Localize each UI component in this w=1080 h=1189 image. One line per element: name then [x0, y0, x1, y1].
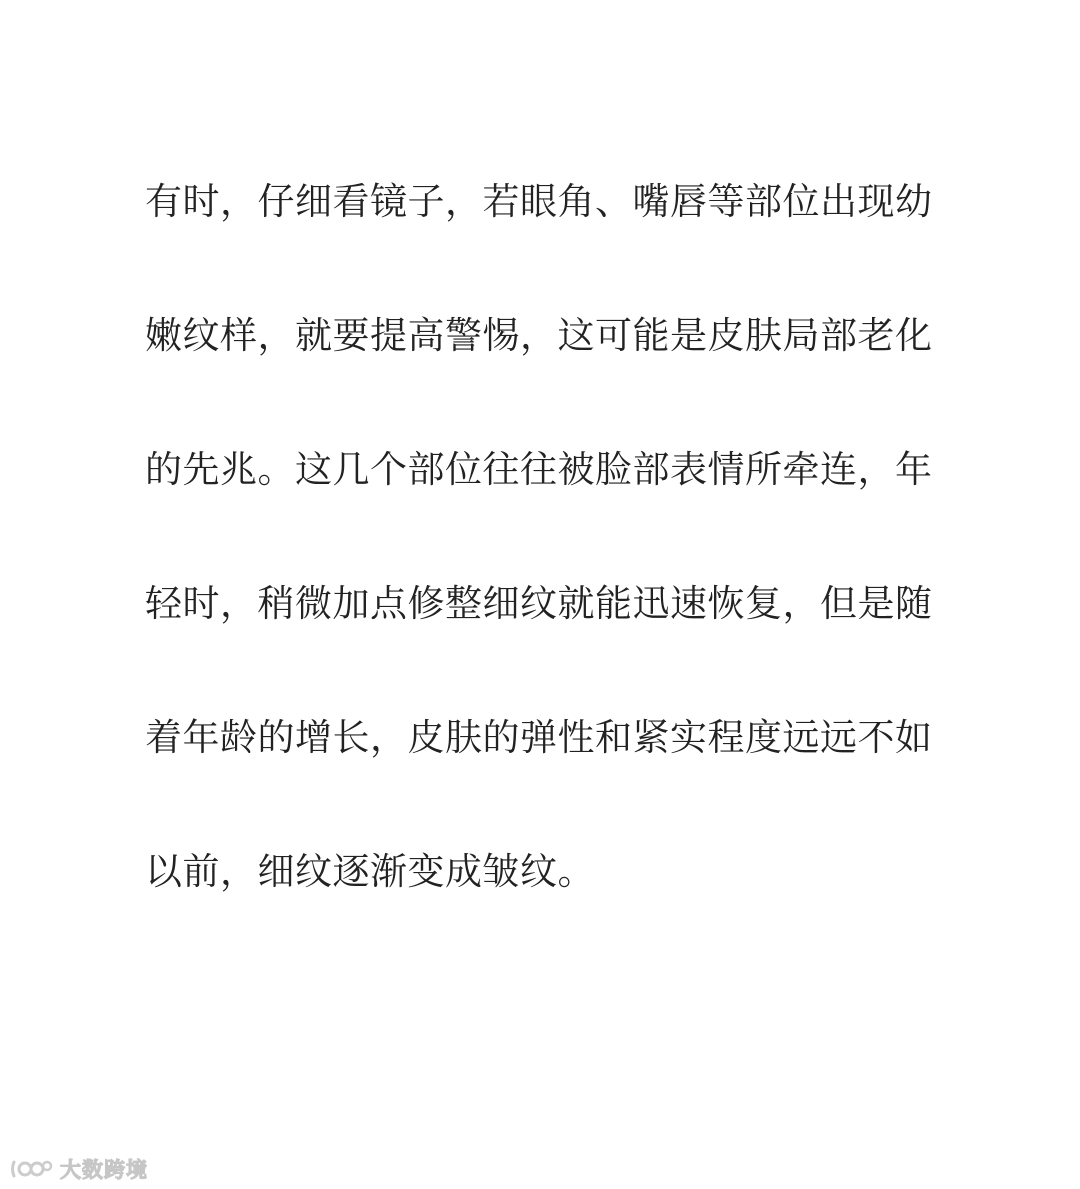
article-body	[145, 170, 945, 974]
article-line: 着年龄的增长，皮肤的弹性和紧实程度远远不如	[145, 716, 933, 759]
brand-logo-icon	[10, 1156, 54, 1182]
article-line: 有时，仔细看镜子，若眼角、嘴唇等部位出现幼	[145, 180, 933, 223]
article-line: 的先兆。这几个部位往往被脸部表情所牵连，年	[145, 448, 933, 491]
article-line: 以前，细纹逐渐变成皱纹。	[145, 850, 595, 893]
watermark-text: 大数跨境	[60, 1158, 148, 1182]
article-line: 轻时，稍微加点修整细纹就能迅速恢复，但是随	[145, 582, 933, 625]
article-line: 嫩纹样，就要提高警惕，这可能是皮肤局部老化	[145, 314, 933, 357]
watermark	[10, 1154, 148, 1184]
